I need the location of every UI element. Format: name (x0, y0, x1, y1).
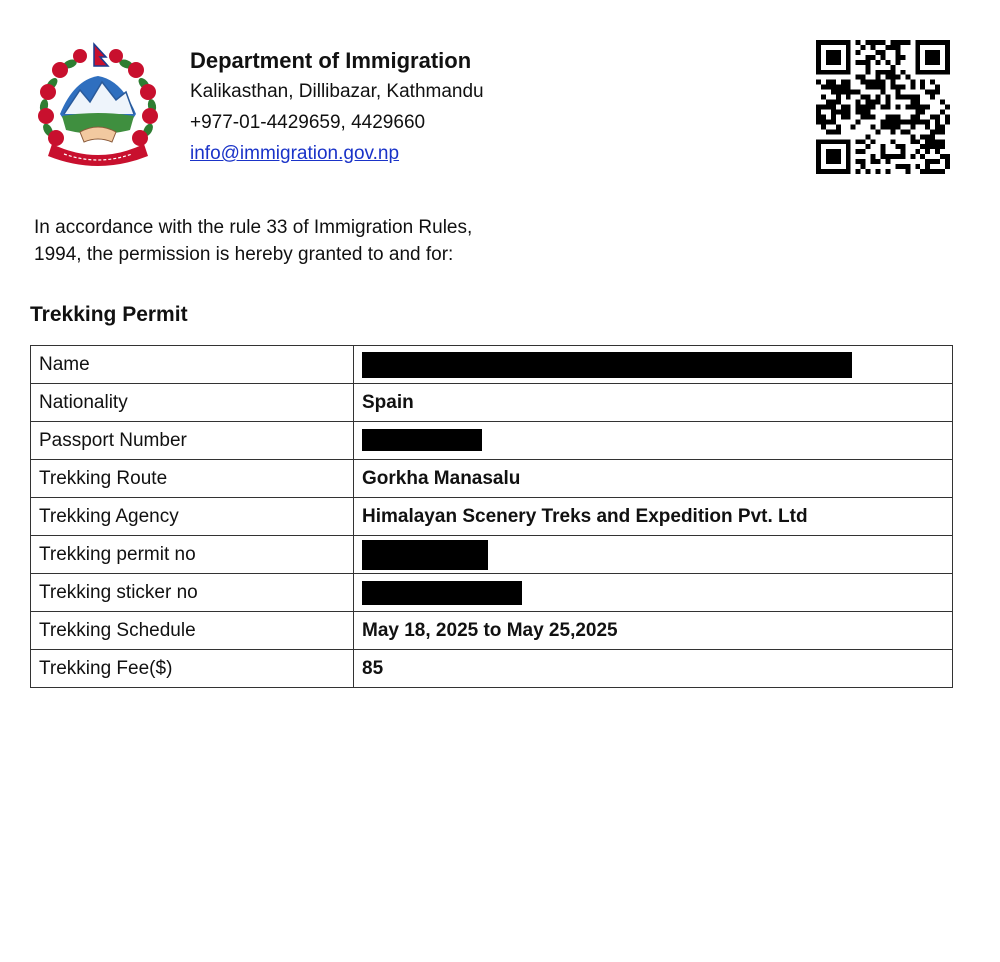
table-row (31, 650, 953, 688)
row-label-nationality: Nationality (31, 384, 354, 422)
nepal-emblem-icon (34, 40, 162, 170)
table-row (31, 384, 953, 422)
row-label-fee: Trekking Fee($) (31, 650, 354, 688)
permit-title: Trekking Permit (30, 303, 188, 326)
row-value-agency: Himalayan Scenery Treks and Expedition Pvt. Ltd (354, 498, 953, 536)
row-label-name: Name (31, 346, 354, 384)
phone-line: +977-01-4429659, 4429660 (190, 112, 426, 133)
redaction-box (362, 352, 852, 378)
redaction-box (362, 540, 488, 570)
header-block (190, 46, 484, 169)
row-value-fee: 85 (354, 650, 953, 688)
row-value-schedule: May 18, 2025 to May 25,2025 (354, 612, 953, 650)
row-label-agency: Trekking Agency (31, 498, 354, 536)
row-label-route: Trekking Route (31, 460, 354, 498)
row-value-sticker-no (354, 574, 953, 612)
table-row (31, 422, 953, 460)
redaction-box (362, 429, 482, 451)
table-row (31, 460, 953, 498)
row-label-sticker-no: Trekking sticker no (31, 574, 354, 612)
redaction-box (362, 581, 522, 605)
table-row (31, 574, 953, 612)
row-label-schedule: Trekking Schedule (31, 612, 354, 650)
intro-line-2: 1994, the permission is hereby granted to and for: (34, 244, 454, 265)
row-value-permit-no (354, 536, 953, 574)
qr-code-icon (816, 40, 950, 174)
row-value-route: Gorkha Manasalu (354, 460, 953, 498)
intro-paragraph (34, 214, 554, 268)
table-row (31, 498, 953, 536)
row-value-nationality: Spain (354, 384, 953, 422)
row-value-passport (354, 422, 953, 460)
permit-table (30, 345, 953, 688)
row-label-permit-no: Trekking permit no (31, 536, 354, 574)
intro-line-1: In accordance with the rule 33 of Immigration Rules, (34, 217, 473, 238)
row-label-passport: Passport Number (31, 422, 354, 460)
table-row (31, 612, 953, 650)
organization-name: Department of Immigration (190, 48, 472, 73)
row-value-name (354, 346, 953, 384)
table-row (31, 536, 953, 574)
email-link[interactable]: info@immigration.gov.np (190, 143, 400, 164)
table-row (31, 346, 953, 384)
address-line: Kalikasthan, Dillibazar, Kathmandu (190, 81, 484, 102)
